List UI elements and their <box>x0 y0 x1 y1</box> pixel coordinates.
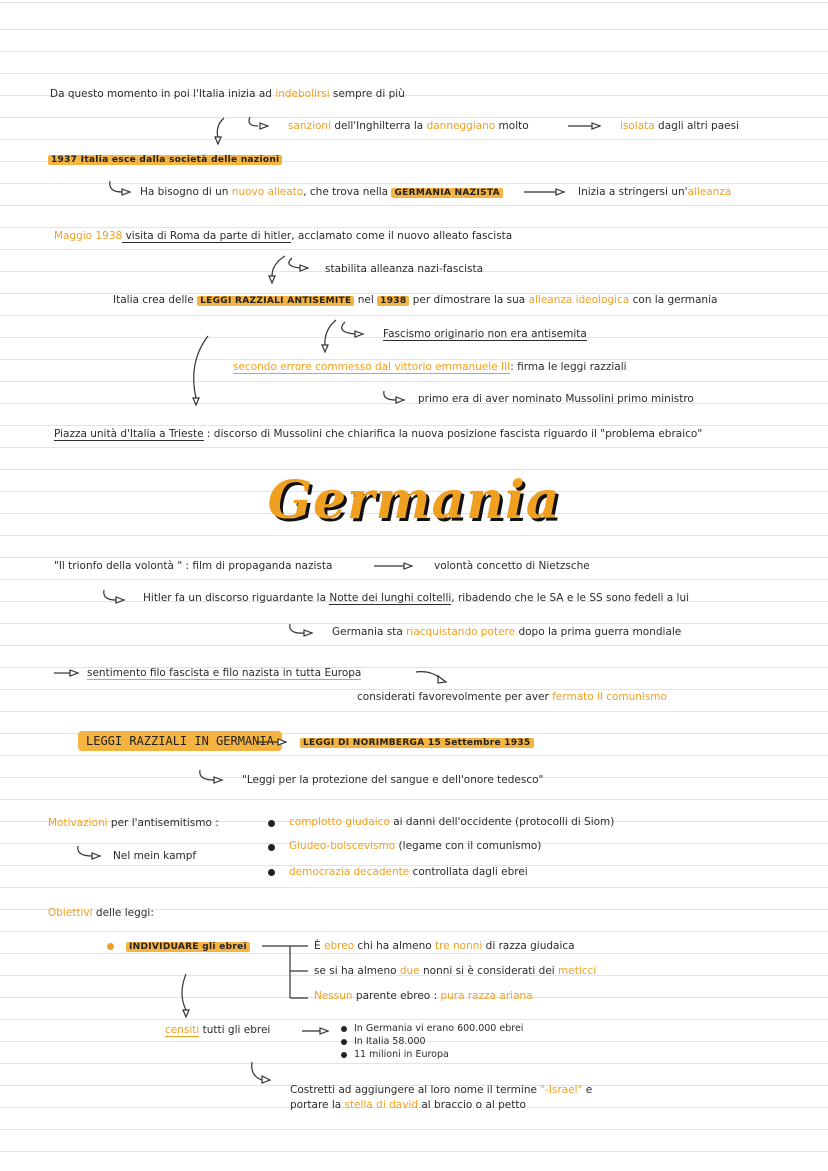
line-individuare <box>126 939 250 954</box>
line-israel <box>290 1083 592 1097</box>
curved-arrow <box>110 181 122 192</box>
arrowhead <box>404 563 412 569</box>
text: , ribadendo che le SA e le SS sono fedeli a lui <box>451 592 690 604</box>
curved-arrow <box>249 117 258 126</box>
text-highlight: pura razza ariana <box>440 990 533 1002</box>
highlight-norimberga: LEGGI DI NORIMBERGA 15 Settembre 1935 <box>300 738 534 748</box>
arrowhead <box>304 630 312 636</box>
branch-item <box>314 964 596 978</box>
arrowhead <box>214 777 222 783</box>
text-highlight: sanzioni <box>288 120 331 132</box>
arrowhead <box>215 137 221 144</box>
line-censiti <box>165 1023 270 1037</box>
curved-arrow <box>194 336 208 398</box>
line-motivazioni <box>48 816 219 830</box>
curved-arrow <box>217 118 224 138</box>
text: Costretti ad aggiungere al loro nome il termine <box>290 1084 541 1096</box>
curved-arrow <box>289 258 300 268</box>
text-highlight: Maggio 1938 <box>54 230 123 242</box>
text-highlight: stella di david <box>344 1099 419 1111</box>
arrowhead <box>396 397 404 403</box>
text: dagli altri paesi <box>654 120 739 132</box>
line-1937 <box>48 152 282 167</box>
text-underlined: Notte dei lunghi coltelli <box>329 592 452 604</box>
curved-arrow <box>200 770 214 780</box>
text-highlight: due <box>399 965 420 977</box>
text: per dimostrare la sua <box>409 294 529 306</box>
bullet-item <box>289 815 614 829</box>
line-nuovo-alleato <box>140 185 503 200</box>
text-highlight: secondo errore commesso dal vittorio emmanuele III <box>233 361 511 373</box>
text: Inizia a stringersi un' <box>578 186 688 198</box>
line-nietzsche <box>434 559 590 573</box>
bullet-item <box>289 865 528 879</box>
text-underlined: Piazza unità d'Italia a Trieste <box>54 428 204 440</box>
text-highlight: complotto giudaico <box>289 816 390 828</box>
arrowhead <box>183 1010 189 1017</box>
arrowhead <box>320 1028 328 1034</box>
text: "Il trionfo della volontà " : film di propaganda nazista <box>54 560 333 572</box>
text: nonni si è considerati dei <box>419 965 559 977</box>
text: molto <box>495 120 529 132</box>
text: ai danni dell'occidente (protocolli di Siom) <box>389 816 615 828</box>
bullet-dot <box>341 1026 347 1032</box>
curved-arrow <box>252 1062 262 1080</box>
text: controllata dagli ebrei <box>409 866 528 878</box>
line-obiettivi <box>48 906 154 920</box>
text: Ha bisogno di un <box>140 186 232 198</box>
arrowhead <box>269 276 275 283</box>
text: volontà concetto di Nietzsche <box>434 560 590 572</box>
arrowhead <box>260 123 268 129</box>
arrowhead <box>556 189 564 195</box>
curved-arrow <box>182 974 186 1010</box>
line-notte-coltelli <box>143 591 689 605</box>
arrowhead <box>116 597 124 603</box>
text-highlight: Obiettivi <box>48 907 93 919</box>
curved-arrow <box>78 846 92 856</box>
bullet-dot <box>341 1039 347 1045</box>
text-highlight: fermato il comunismo <box>552 691 667 703</box>
line-primo-errore <box>418 392 694 406</box>
text: considerati favorevolmente per aver <box>357 691 553 703</box>
line-leggi-razziali <box>113 293 717 308</box>
bullet-item <box>289 839 541 853</box>
text: Da questo momento in poi l'Italia inizia ad <box>50 88 276 100</box>
text-highlight: democrazia decadente <box>289 866 410 878</box>
line-norimberga <box>300 735 534 750</box>
text: parente ebreo : <box>352 990 441 1002</box>
bullet-dot <box>107 943 114 950</box>
text: Nel mein kampf <box>113 850 197 862</box>
line-maggio-1938 <box>54 229 512 243</box>
census-item: In Italia 58.000 <box>354 1036 426 1047</box>
text: portare la <box>290 1099 345 1111</box>
arrowhead <box>92 853 100 859</box>
arrowhead <box>592 123 600 129</box>
curved-arrow <box>342 322 355 334</box>
text: , acclamato come il nuovo alleato fascista <box>291 230 513 242</box>
arrowhead <box>300 265 308 271</box>
census-item: In Germania vi erano 600.000 ebrei <box>354 1023 524 1034</box>
highlight-1937: 1937 Italia esce dalla società delle nazioni <box>48 155 282 165</box>
text: per l'antisemitismo : <box>107 817 219 829</box>
curved-arrow <box>272 256 285 276</box>
text: stabilita alleanza nazi-fascista <box>325 263 484 275</box>
text-highlight: tre nonni <box>435 940 483 952</box>
line-secondo-errore <box>233 360 627 374</box>
text-highlight: riacquistando potere <box>406 626 516 638</box>
arrowhead <box>193 398 199 405</box>
line-stella-david <box>290 1098 526 1112</box>
line-riacquistando <box>332 625 681 639</box>
line-alleanza <box>578 185 731 199</box>
curved-arrow <box>384 391 396 400</box>
text: (legame con il comunismo) <box>395 840 542 852</box>
arrowhead <box>122 189 130 195</box>
line-protezione-sangue <box>242 773 543 787</box>
highlight-leggi-razziali: LEGGI RAZZIALI ANTISEMITE <box>197 296 354 306</box>
census-item: 11 milioni in Europa <box>354 1049 449 1060</box>
curved-arrow <box>416 672 440 678</box>
text: È <box>314 940 324 952</box>
text: delle leggi: <box>92 907 154 919</box>
highlight-1938: 1938 <box>377 296 409 306</box>
arrowhead <box>322 345 328 352</box>
text: nel <box>354 294 378 306</box>
text-underlined: Fascismo originario non era antisemita <box>383 328 587 340</box>
text: Hitler fa un discorso riguardante la <box>143 592 330 604</box>
text: , che trova nella <box>303 186 392 198</box>
text: dopo la prima guerra mondiale <box>515 626 682 638</box>
text-highlight: indebolirsi <box>275 88 330 100</box>
text-highlight: isolata <box>620 120 655 132</box>
text: al braccio o al petto <box>418 1099 526 1111</box>
branch-item <box>314 989 533 1003</box>
line-fermato-comunismo <box>357 690 667 704</box>
line-indebolirsi <box>50 87 405 101</box>
text: tutti gli ebrei <box>199 1024 271 1036</box>
text: "Leggi per la protezione del sangue e dell'onore tedesco" <box>242 774 544 786</box>
bullet-dot <box>268 844 275 851</box>
bullet-dot <box>268 869 275 876</box>
line-fascismo-originario <box>383 327 587 341</box>
highlight-germania-nazista: GERMANIA NAZISTA <box>391 188 502 198</box>
line-trionfo <box>54 559 332 573</box>
arrowhead <box>70 670 78 676</box>
curved-arrow <box>290 624 304 633</box>
text-highlight: alleanza ideologica <box>528 294 630 306</box>
text: : discorso di Mussolini che chiarifica la nuova posizione fascista riguardo il "problema ebraico" <box>203 428 703 440</box>
text-underlined: visita di Roma da parte di hitler <box>122 230 292 242</box>
line-trieste <box>54 427 702 441</box>
curved-arrow <box>325 320 336 345</box>
bullet-dot <box>268 820 275 827</box>
line-sanzioni <box>288 119 529 133</box>
text-highlight: meticci <box>558 965 597 977</box>
text-highlight: ebreo <box>323 940 355 952</box>
branch-item <box>314 939 575 953</box>
arrowhead <box>355 331 363 337</box>
text: Germania sta <box>332 626 407 638</box>
text-highlight: nuovo alleato <box>231 186 304 198</box>
line-isolata <box>620 119 739 133</box>
curved-arrow <box>104 590 116 600</box>
text-highlight: Giudeo-bolscevismo <box>289 840 396 852</box>
text: : firma le leggi razziali <box>510 361 627 373</box>
line-sentimento <box>87 666 361 680</box>
text-highlight: "-Israel" <box>540 1084 583 1096</box>
text: dell'Inghilterra la <box>330 120 427 132</box>
line-mein-kampf <box>113 849 196 863</box>
text-highlight: Nessun <box>314 990 353 1002</box>
arrowhead <box>262 1076 270 1083</box>
text: e <box>582 1084 593 1096</box>
text: sempre di più <box>329 88 405 100</box>
text-highlight: censiti <box>165 1024 200 1036</box>
highlight-individuare: INDIVIDUARE gli ebrei <box>126 942 250 952</box>
text: con la germania <box>629 294 718 306</box>
line-alleanza-nazi-fascista <box>325 262 483 276</box>
text-highlight: alleanza <box>687 186 732 198</box>
text: chi ha almeno <box>354 940 435 952</box>
text-highlight: danneggiano <box>426 120 496 132</box>
text-highlight: Motivazioni <box>48 817 108 829</box>
arrowhead <box>438 676 446 683</box>
page-title: Germania <box>267 470 561 531</box>
leggi-razziali-germania-box: LEGGI RAZZIALI IN GERMANIA <box>78 731 282 751</box>
text: Italia crea delle <box>113 294 198 306</box>
text-underlined: sentimento filo fascista e filo nazista in tutta Europa <box>87 667 362 679</box>
bullet-dot <box>341 1052 347 1058</box>
text: primo era di aver nominato Mussolini primo ministro <box>418 393 694 405</box>
text: di razza giudaica <box>482 940 575 952</box>
text: se si ha almeno <box>314 965 400 977</box>
